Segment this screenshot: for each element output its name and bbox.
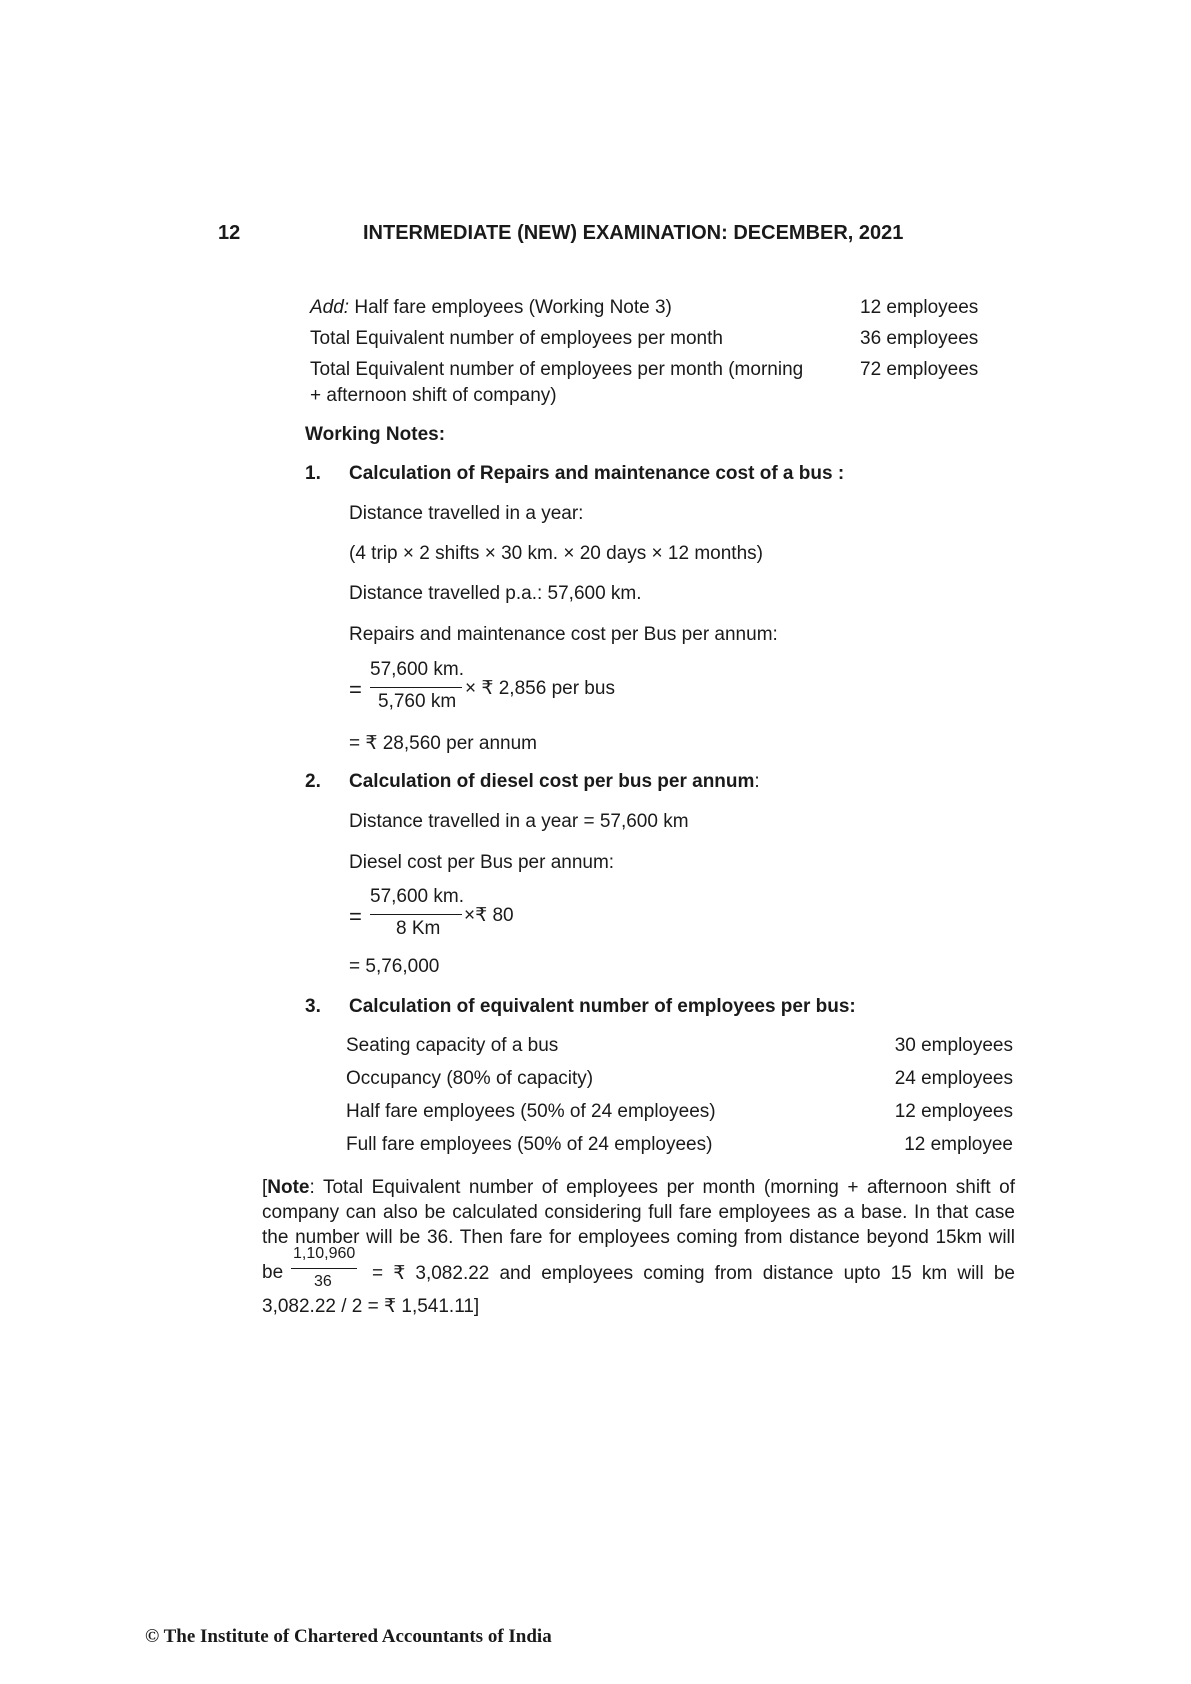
- note2-fraction: [370, 886, 462, 942]
- capacity-row-value: 12 employees: [894, 1101, 1013, 1122]
- note2-heading: Calculation of diesel cost per bus per annum: [349, 771, 755, 792]
- note1-number: 1.: [305, 463, 321, 484]
- note1-line4: Repairs and maintenance cost per Bus per annum:: [349, 624, 778, 645]
- note2-number: 2.: [305, 771, 321, 792]
- note2-result: = 5,76,000: [349, 956, 440, 977]
- page-number: 12: [218, 222, 241, 244]
- note1-result: = ₹ 28,560 per annum: [349, 733, 537, 754]
- note1-line2: (4 trip × 2 shifts × 30 km. × 20 days × 12 months): [349, 543, 763, 564]
- add-prefix: Add:: [310, 297, 350, 318]
- capacity-row-value: 12 employee: [904, 1134, 1013, 1155]
- note1-eq-sign: =: [349, 677, 362, 702]
- note1-heading: Calculation of Repairs and maintenance cost of a bus :: [349, 463, 845, 484]
- exam-title: INTERMEDIATE (NEW) EXAMINATION: DECEMBER, 2021: [363, 222, 904, 244]
- note-line4-text: = ₹ 3,082.22 and employees coming from distance upto 15 km will be: [372, 1263, 1015, 1284]
- note2-heading-wrap: [349, 771, 760, 793]
- note1-line1: Distance travelled in a year:: [349, 503, 584, 524]
- working-notes-title: Working Notes:: [305, 424, 446, 445]
- capacity-row-label: Full fare employees (50% of 24 employees): [346, 1134, 713, 1155]
- note-paragraph: [262, 1175, 1015, 1250]
- note2-line1: Distance travelled in a year = 57,600 km: [349, 811, 689, 832]
- note-line4-prefix: be: [262, 1262, 284, 1283]
- note2-line2: Diesel cost per Bus per annum:: [349, 852, 615, 873]
- note-line1: [262, 1175, 1015, 1200]
- capacity-row-label: Half fare employees (50% of 24 employees): [346, 1101, 716, 1122]
- note2-heading-suffix: :: [754, 771, 760, 792]
- summary-value: 36 employees: [860, 328, 979, 349]
- footer-copyright: © The Institute of Chartered Accountants of India: [145, 1626, 552, 1647]
- note1-multiplier: × ₹ 2,856 per bus: [465, 678, 615, 699]
- summary-label-text: Half fare employees (Working Note 3): [349, 297, 672, 318]
- fraction-bar: [370, 914, 462, 915]
- note1-fraction: [370, 659, 462, 715]
- note2-numerator: 57,600 km.: [370, 886, 464, 907]
- summary-row-total-equivalent: [0, 328, 1191, 354]
- note2-denominator: 8 Km: [396, 918, 441, 939]
- note1-line3: Distance travelled p.a.: 57,600 km.: [349, 583, 642, 604]
- note-fraction: [291, 1245, 357, 1297]
- note-line2: company can also be calculated considering full fare employees as a base. In that case: [262, 1202, 1015, 1223]
- note-frac-denominator: 36: [314, 1273, 332, 1290]
- capacity-row-value: 30 employees: [894, 1035, 1013, 1056]
- note3-heading: Calculation of equivalent number of employees per bus:: [349, 996, 856, 1017]
- note-bold-word: Note: [267, 1177, 310, 1198]
- fraction-bar: [291, 1268, 357, 1269]
- note-line5: 3,082.22 / 2 = ₹ 1,541.11]: [262, 1296, 480, 1317]
- summary-value: 72 employees: [860, 359, 979, 380]
- note1-numerator: 57,600 km.: [370, 659, 464, 680]
- note-line3: the number will be 36. Then fare for employees coming from distance beyond 15km will: [262, 1227, 1015, 1248]
- capacity-row-label: Occupancy (80% of capacity): [346, 1068, 594, 1089]
- capacity-row: [0, 1035, 1191, 1061]
- summary-label: [310, 297, 672, 319]
- note-line1-text: : Total Equivalent number of employees per month (morning + afternoon shift of: [309, 1177, 1015, 1198]
- note2-multiplier: ×₹ 80: [464, 905, 514, 926]
- fraction-bar: [370, 687, 462, 688]
- capacity-row: [0, 1068, 1191, 1094]
- summary-row-half-fare: [0, 297, 1191, 323]
- summary-row-total-shifts: [0, 359, 1191, 409]
- summary-value: 12 employees: [860, 297, 979, 318]
- note-open-bracket: [: [262, 1177, 268, 1198]
- summary-label-line2: + afternoon shift of company): [310, 385, 557, 406]
- capacity-row-value: 24 employees: [894, 1068, 1013, 1089]
- note3-number: 3.: [305, 996, 321, 1017]
- capacity-row: [0, 1101, 1191, 1127]
- note1-denominator: 5,760 km: [378, 691, 457, 712]
- summary-label-line1: Total Equivalent number of employees per month (morning: [310, 359, 804, 380]
- capacity-row-label: Seating capacity of a bus: [346, 1035, 559, 1056]
- note2-eq-sign: =: [349, 904, 362, 929]
- capacity-row: [0, 1134, 1191, 1160]
- summary-label: Total Equivalent number of employees per month: [310, 328, 723, 349]
- note-frac-numerator: 1,10,960: [293, 1245, 356, 1262]
